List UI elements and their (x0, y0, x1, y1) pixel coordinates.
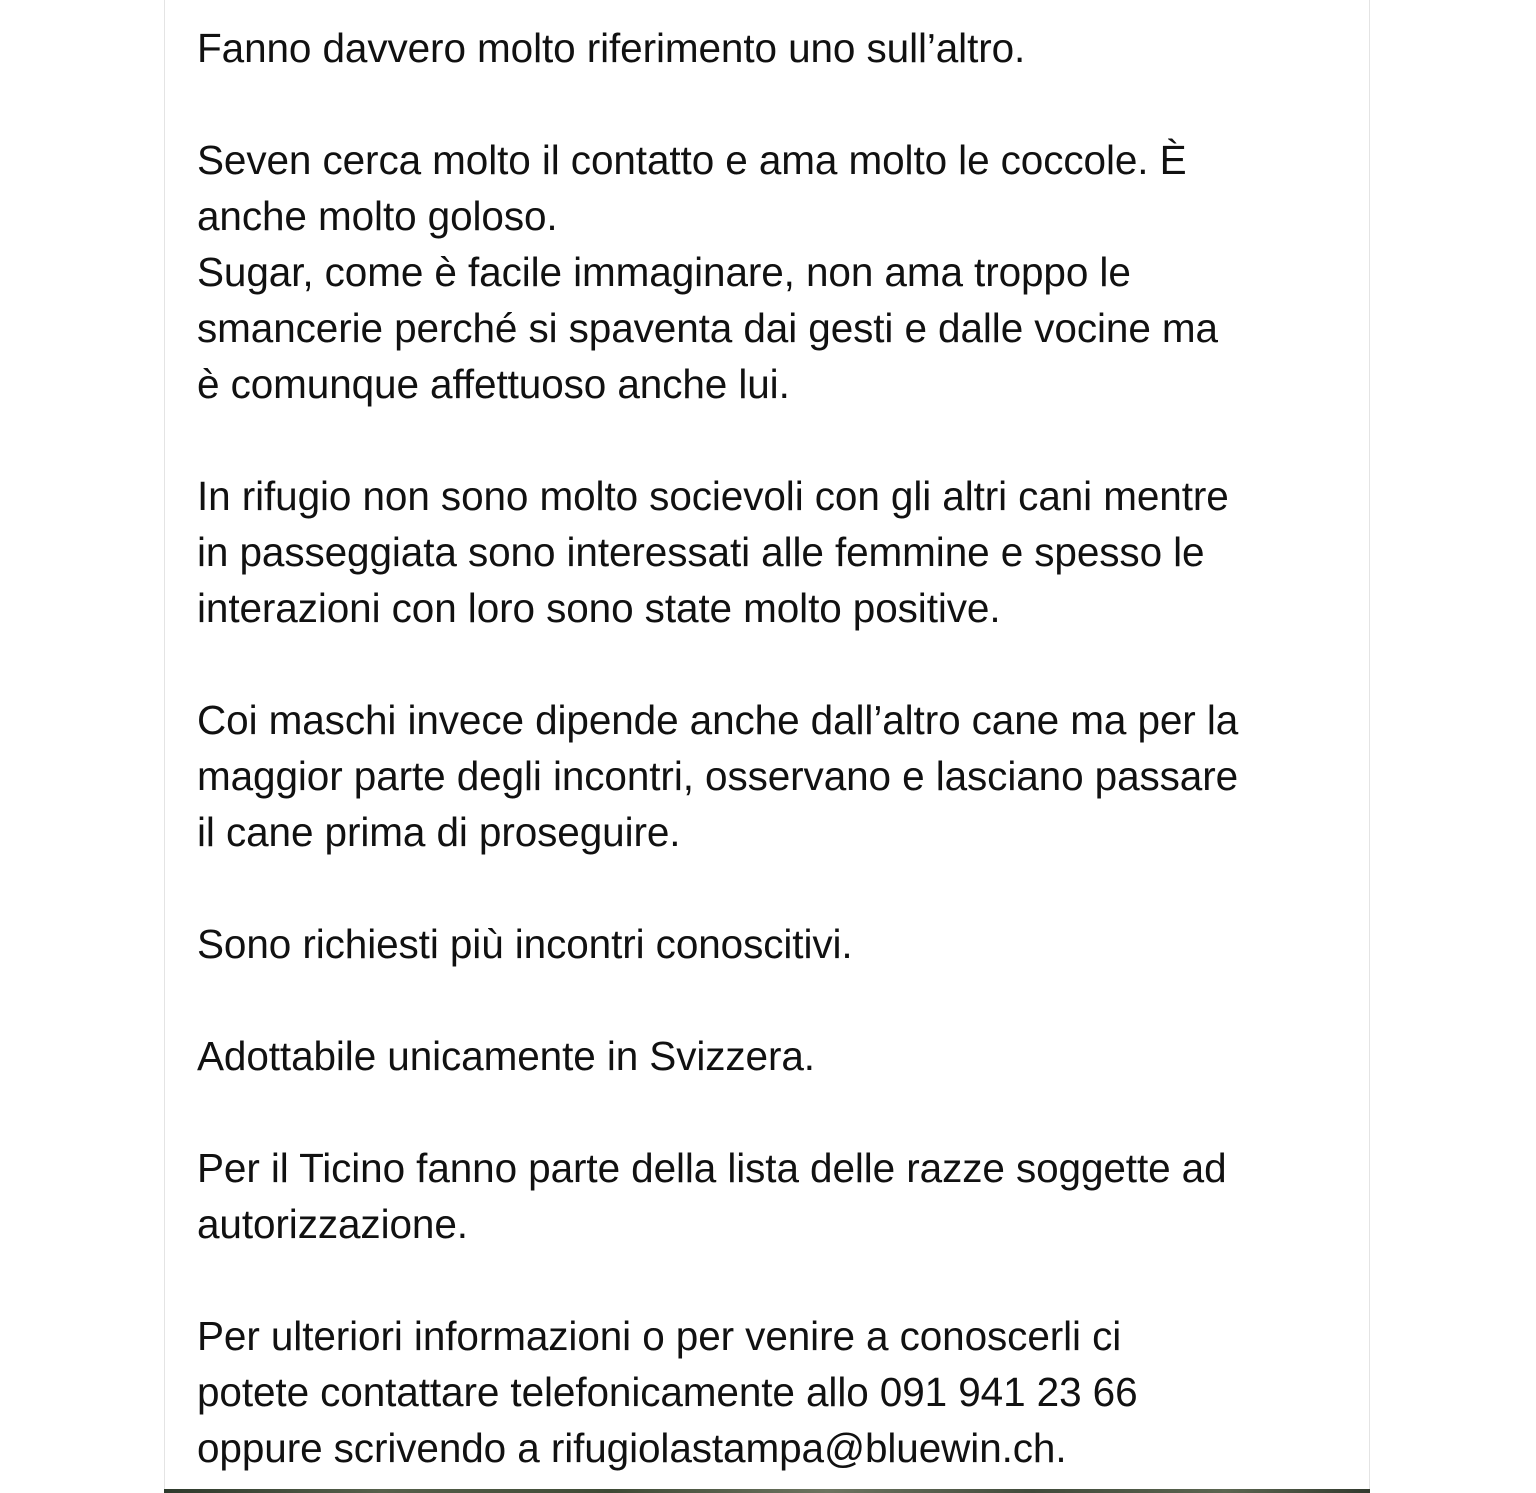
text-line: In rifugio non sono molto socievoli con gli altri cani mentre (197, 473, 1229, 519)
text-line: Seven cerca molto il contatto e ama molto le coccole. È (197, 137, 1187, 183)
post-card (164, 0, 1370, 1489)
text-line: in passeggiata sono interessati alle femmine e spesso le (197, 529, 1205, 575)
post-text (197, 20, 1357, 1476)
text-line: è comunque affettuoso anche lui. (197, 361, 790, 407)
paragraph-gap (197, 860, 1357, 916)
text-line: maggior parte degli incontri, osservano e lasciano passare (197, 753, 1239, 799)
text-line: potete contattare telefonicamente allo 091 941 23 66 (197, 1369, 1138, 1415)
text-line: anche molto goloso. (197, 193, 558, 239)
text-line: Adottabile unicamente in Svizzera. (197, 1033, 815, 1079)
paragraph-gap (197, 1084, 1357, 1140)
text-line: Sono richiesti più incontri conoscitivi. (197, 921, 853, 967)
text-line: Coi maschi invece dipende anche dall’altro cane ma per la (197, 697, 1239, 743)
text-line: autorizzazione. (197, 1201, 468, 1247)
text-line: interazioni con loro sono state molto positive. (197, 585, 1001, 631)
text-line: Per il Ticino fanno parte della lista delle razze soggette ad (197, 1145, 1227, 1191)
text-line: il cane prima di proseguire. (197, 809, 681, 855)
paragraph-gap (197, 412, 1357, 468)
next-image-edge (164, 1489, 1370, 1493)
paragraph-gap (197, 636, 1357, 692)
paragraph-gap (197, 76, 1357, 132)
text-line: Per ulteriori informazioni o per venire a conoscerli ci (197, 1313, 1122, 1359)
text-line: Sugar, come è facile immaginare, non ama troppo le (197, 249, 1131, 295)
paragraph-gap (197, 1252, 1357, 1308)
text-line: oppure scrivendo a rifugiolastampa@bluewin.ch. (197, 1425, 1067, 1471)
text-line: smancerie perché si spaventa dai gesti e dalle vocine ma (197, 305, 1218, 351)
text-line: Fanno davvero molto riferimento uno sull’altro. (197, 25, 1026, 71)
paragraph-gap (197, 972, 1357, 1028)
